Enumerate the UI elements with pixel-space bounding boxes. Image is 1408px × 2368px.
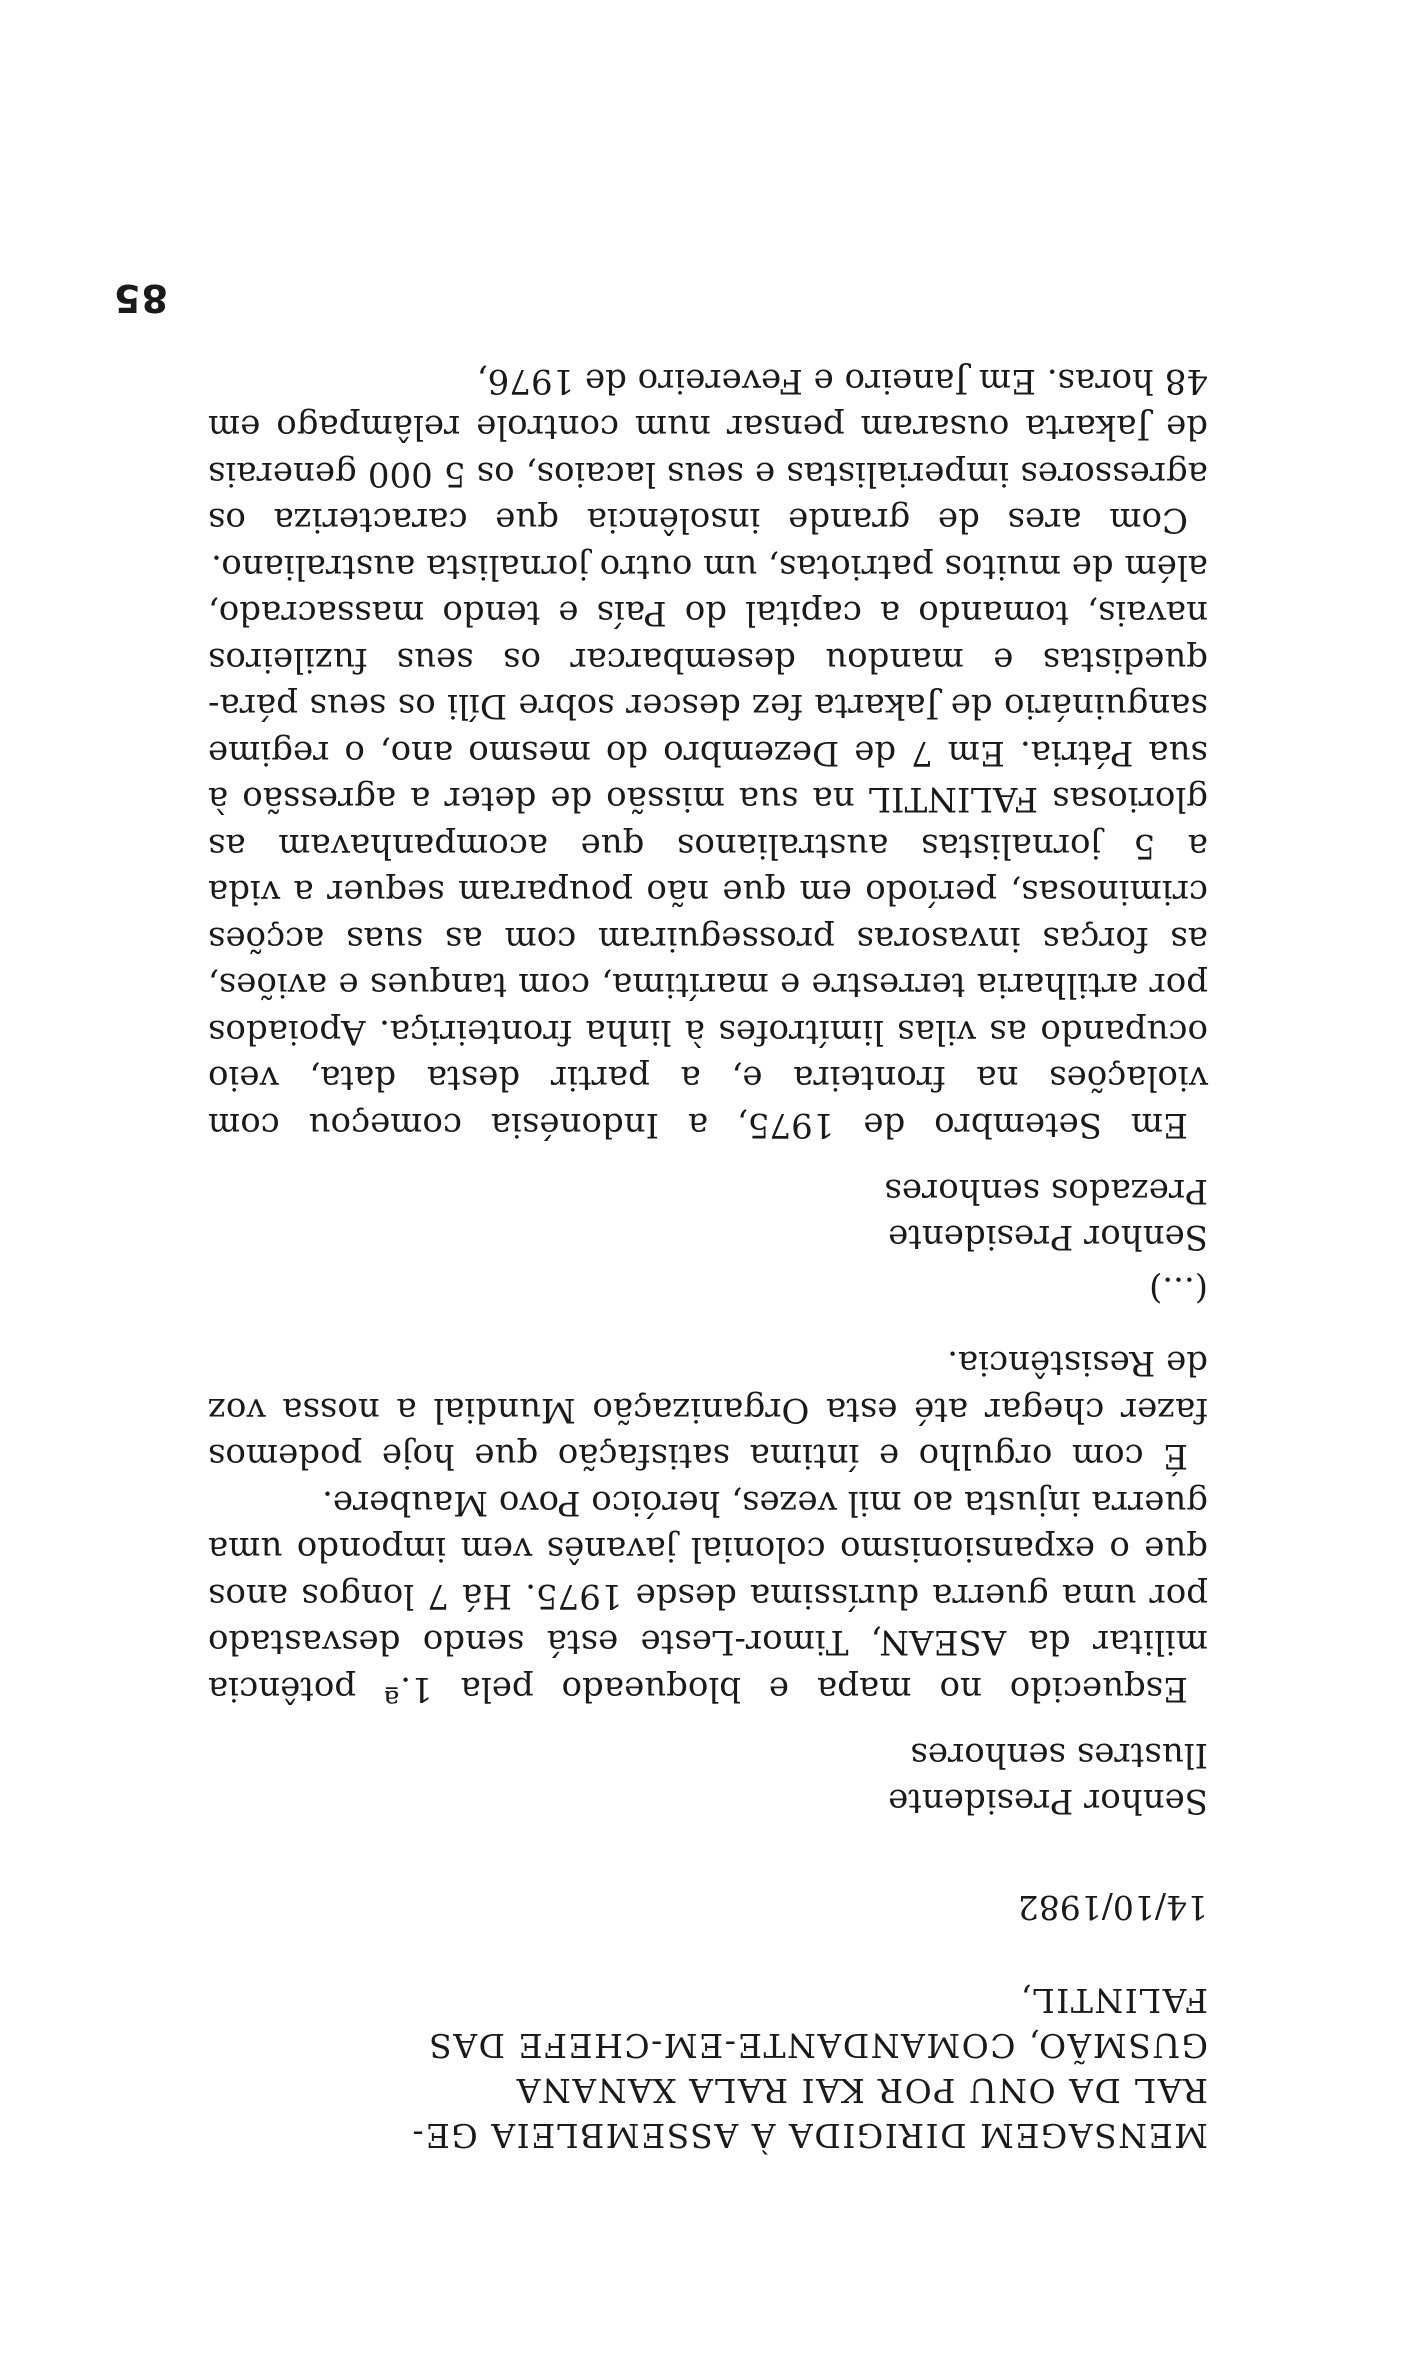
paragraph: Esquecido no mapa e bloqueado pela 1.ª potência militar da ASEAN, Timor-Leste está sendo desvastado por uma guerra duríssima desde 1975. Há 7 longos anos que o expansionismo colonial javanês vem impondo uma guerra injusta ao mil vezes, heróico Povo Maubere. bbox=[208, 1483, 1208, 1709]
omission-mark: (...) bbox=[1149, 1269, 1208, 1309]
salutation-line: Senhor Presidente bbox=[888, 1781, 1208, 1821]
page-number: 85 bbox=[113, 276, 168, 320]
heading-line: GUSMÃO, COMANDANTE-EM-CHEFE DAS bbox=[427, 2026, 1208, 2065]
message-date: 14/10/1982 bbox=[1017, 1888, 1208, 1927]
salutation-line: Ilustres senhores bbox=[910, 1735, 1208, 1775]
heading-line: FALINTIL, bbox=[1019, 1981, 1208, 2020]
paragraph: Em Setembro de 1975, a Indonésia começou com violações na fronteira e, a partir desta data, veio ocupando as vilas limítrofes à linha fronteiriça. Apoiados por artilharia terrestre e marítima, com tanques e aviões, as forças invasoras prosseguiram com as suas acções criminosas, período em que não pouparam sequer a vida a 5 jornalistas australianos que acompanhavam as gloriosas FALINTIL na sua missão de deter a agressão à sua Pátria. Em 7 de Dezembro do mesmo ano, o regime sanguinário de Jakarta fez descer sobre Díli os seus pára-quedistas e mandou desembarcar os seus fuzileiros navais, tomando a capital do País e tendo massacrado, além de muitos patriotas, um outro jornalista australiano. bbox=[208, 547, 1208, 1145]
salutation-line: Prezados senhores bbox=[884, 1171, 1208, 1211]
salutation-second bbox=[208, 1168, 1208, 1260]
paragraph: É com orgulho e íntima satisfação que hoje podemos fazer chegar até esta Organização Mundial a nossa voz de Resistência. bbox=[208, 1343, 1208, 1477]
heading-line: RAL DA ONU POR KAI RALA XANANA bbox=[515, 2071, 1208, 2110]
text-block bbox=[208, 358, 1208, 2159]
paragraph: Com ares de grande insolência que caracteriza os agressores imperialistas e seus lacaios, os 5 000 generais de Jakarta ousaram pensar num controle relâmpago em 48 horas. Em Janeiro e Fevereiro de 1976, bbox=[208, 361, 1208, 541]
salutation-first bbox=[208, 1732, 1208, 1824]
message-heading bbox=[208, 1978, 1208, 2158]
salutation-line: Senhor Presidente bbox=[888, 1217, 1208, 1257]
heading-line: MENSAGEM DIRIGIDA À ASSEMBLEIA GE- bbox=[411, 2116, 1208, 2155]
